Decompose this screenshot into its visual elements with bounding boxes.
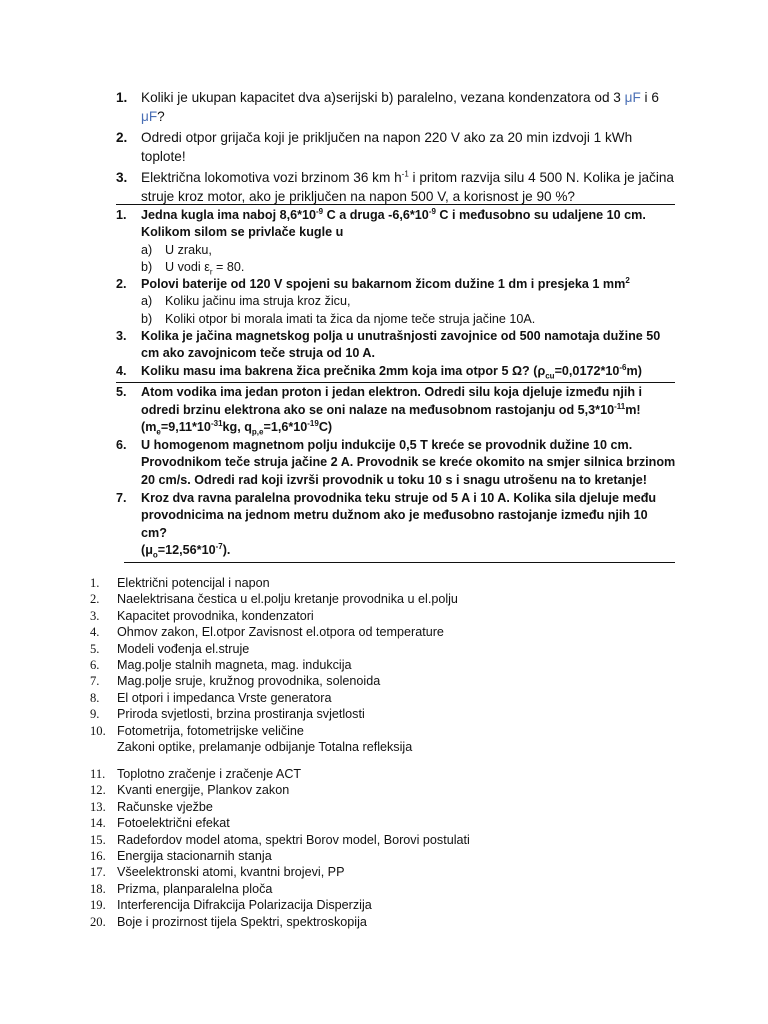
list-item: 3. Kapacitet provodnika, kondenzatori xyxy=(90,608,314,623)
list-item: 18. Prizma, planparalelna ploča xyxy=(90,881,273,896)
list-item: 4. Ohmov zakon, El.otpor Zavisnost el.otpora od temperature xyxy=(90,625,444,640)
list-item: 13. Računske vježbe xyxy=(90,799,213,814)
problem-text: Kroz dva ravna paralelna provodnika teku struje od 5 A i 10 A. Kolika sila djeluje među provodnicima na jednom metru dužnom ako je međusobno rastojanje između njih 10 cm? $(\mu_o=12,56*10^{-7})$. xyxy=(141,490,657,560)
list-item: 10. Fotometrija, fotometrijske veličine xyxy=(90,723,304,738)
sub-question: b) Koliki otpor bi morala imati ta žica da njome teče struja jačine 10A. xyxy=(141,311,536,326)
problem-set-2 xyxy=(116,207,676,380)
divider-line xyxy=(124,562,675,563)
sub-question: b) U vodi $\varepsilon_r = 80$. xyxy=(141,259,245,277)
problem-item xyxy=(116,384,676,437)
problem-number: 2. xyxy=(116,130,128,145)
divider-line xyxy=(116,382,675,383)
problem-text: Kolika je jačina magnetskog polja u unutrašnjosti zavojnice od 500 namotaja dužine 50 cm ako zavojnicom teče struja od 10 A. xyxy=(141,329,661,361)
sub-question: a) U zraku, xyxy=(141,242,212,257)
topic-list xyxy=(90,575,510,755)
problem-number: 1. xyxy=(116,208,127,222)
problem-item xyxy=(116,328,676,363)
problem-number: 6. xyxy=(116,437,127,452)
list-item: 7. Mag.polje sruje, kružnog provodnika, solenoida xyxy=(90,674,381,689)
problem-number: 3. xyxy=(116,170,128,185)
list-item: Zakoni optike, prelamanje odbijanje Totalna refleksija xyxy=(117,740,413,755)
problem-text: Koliku masu ima bakrena žica prečnika 2mm koja ima otpor 5 Ω? $(\rho_{cu}=0,0172*10^{-6}m)$ xyxy=(141,362,642,381)
problem-number: 7. xyxy=(116,490,127,505)
problem-item xyxy=(116,168,676,206)
problem-set-3 xyxy=(116,384,676,560)
list-item: 15. Radefordov model atoma, spektri Borov model, Borovi postulati xyxy=(90,832,470,847)
problem-text: U homogenom magnetnom polju indukcije 0,5 T kreće se provodnik dužine 10 cm. Provodnikom teče struja jačine 2 A. Provodnik se kreće okomito na smjer silnica brzinom 20 cm/s. Odredi rad koji izvrši provodnik u toku 10 s i snagu utrošenu na to kretanje! xyxy=(141,437,676,487)
problem-number: 2. xyxy=(116,277,127,292)
list-item: 16. Energija stacionarnih stanja xyxy=(90,849,272,864)
list-item: 12. Kvanti energije, Plankov zakon xyxy=(90,783,290,798)
problem-number: 3. xyxy=(116,329,127,344)
problem-text: Koliki je ukupan kapacitet dva a)serijski b) paralelno, vezana kondenzatora od 3 μF i 6 μF? xyxy=(141,90,659,124)
problem-number: 5. xyxy=(116,385,127,399)
problem-set-1 xyxy=(116,88,676,208)
list-item: 17. Všeelektronski atomi, kvantni brojevi, PP xyxy=(90,865,345,880)
list-item: 19. Interferencija Difrakcija Polarizacija Disperzija xyxy=(90,898,372,913)
problem-item xyxy=(116,88,676,126)
list-item: 1. Električni potencijal i napon xyxy=(90,576,270,590)
sub-question: a) Koliku jačinu ima struja kroz žicu, xyxy=(141,294,351,309)
list-item: 2. Naelektrisana čestica u el.polju kretanje provodnika u el.polju xyxy=(90,592,458,607)
topic-list xyxy=(90,766,510,930)
problem-item xyxy=(116,128,676,166)
problem-item xyxy=(116,490,676,560)
problem-text: Električna lokomotiva vozi brzinom 36 km $h^{-1}$ i pritom razvija silu 4 500 N. Kolika je jačina struje kroz motor, ako je priključen na napon 500 V, a korisnost je 90 %? xyxy=(141,169,674,204)
problem-text: Polovi baterije od 120 V spojeni su bakarnom žicom dužine 1 dm i presjeka 1 $mm^2$ a) Koliku jačinu ima struja kroz žicu, b) Koliki otpor bi morala imati ta žica da njome teče struja jačine 10A. xyxy=(141,276,676,328)
problem-item xyxy=(116,363,676,380)
problem-item xyxy=(116,437,676,490)
list-item: 9. Priroda svjetlosti, brzina prostiranja svjetlosti xyxy=(90,707,365,722)
problem-text: Odredi otpor grijača koji je priključen na napon 220 V ako za 20 min izdvoji 1 kWh toplote! xyxy=(141,130,633,164)
problem-text: Jedna kugla ima naboj $8,6*10^{-9}$ C a druga $-6,6*10^{-9}$ C i međusobno su udaljene 10 cm. Kolikom silom se privlače kugle u a) U zraku, b) U vodi $\varepsilon_r = 80$. xyxy=(141,207,676,276)
list-item: 20. Boje i prozirnost tijela Spektri, spektroskopija xyxy=(90,914,367,929)
list-item: 11. Toplotno zračenje i zračenje ACT xyxy=(90,767,302,781)
list-item: 8. El otpori i impedanca Vrste generatora xyxy=(90,690,332,705)
list-item: 6. Mag.polje stalnih magneta, mag. indukcija xyxy=(90,658,352,673)
list-item: 5. Modeli vođenja el.struje xyxy=(90,641,250,656)
problem-number: 1. xyxy=(116,90,128,105)
list-item: 14. Fotoelektrični efekat xyxy=(90,816,230,831)
problem-item xyxy=(116,276,676,328)
problem-item xyxy=(116,207,676,276)
problem-number: 4. xyxy=(116,363,127,378)
divider-line xyxy=(116,204,675,205)
problem-text: Atom vodika ima jedan proton i jedan elektron. Odredi silu koja djeluje između njih i odredi brzinu elektrona ako se oni nalaze na međusobnom rastojanju od $5,3*10^{-11}m$! ($m_e=9,11*10^{-31}kg$, $q_{p,e}=1,6*10^{-19}C$) xyxy=(141,385,643,437)
